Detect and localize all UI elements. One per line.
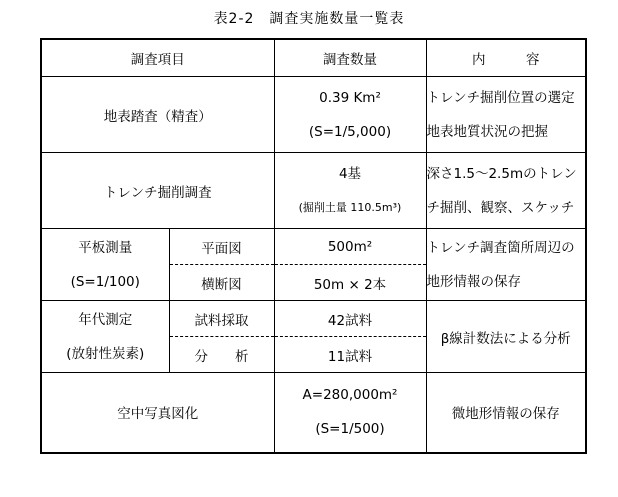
item-dating-method: (放射性炭素) bbox=[66, 345, 145, 362]
content-precise-survey bbox=[426, 77, 586, 153]
quantity-trench-count: 4基 bbox=[338, 165, 362, 182]
header-quantity: 調査数量 bbox=[274, 39, 426, 77]
content-aerial: 微地形情報の保存 bbox=[426, 373, 586, 453]
content-trench bbox=[426, 153, 586, 229]
item-plane-survey bbox=[41, 229, 169, 301]
quantity-trench-volume: (掘削土量 110.5m³) bbox=[298, 200, 402, 214]
sub-analysis: 分 析 bbox=[169, 337, 274, 373]
table-row-aerial bbox=[41, 373, 586, 453]
item-plane-survey-name: 平板測量 bbox=[78, 239, 133, 256]
table-row-trench bbox=[41, 153, 586, 229]
quantity-precise-survey-area: 0.39 Km² bbox=[319, 89, 381, 106]
quantity-aerial-area: A=280,000m² bbox=[302, 387, 398, 404]
content-trench-line2: チ掘削、観察、スケッチ bbox=[426, 199, 575, 216]
sub-sampling: 試料採取 bbox=[169, 301, 274, 337]
survey-quantity-table bbox=[40, 38, 587, 454]
item-precise-survey: 地表踏査（精査） bbox=[41, 77, 274, 153]
content-trench-line1: 深さ1.5〜2.5mのトレン bbox=[426, 165, 577, 182]
quantity-aerial bbox=[274, 373, 426, 453]
table-header-row bbox=[41, 39, 586, 77]
item-dating bbox=[41, 301, 169, 373]
table-row-dating-1 bbox=[41, 301, 586, 337]
table-row-plane-survey-1 bbox=[41, 229, 586, 265]
quantity-aerial-scale: (S=1/500) bbox=[315, 421, 385, 438]
table-caption: 表2-2 調査実施数量一覧表 bbox=[213, 11, 405, 27]
quantity-plane-map: 500m² bbox=[274, 229, 426, 265]
header-content: 内 容 bbox=[426, 39, 586, 77]
sub-cross-section: 横断図 bbox=[169, 265, 274, 301]
table-row-precise-survey bbox=[41, 77, 586, 153]
content-precise-survey-line1: トレンチ掘削位置の選定 bbox=[426, 89, 575, 106]
quantity-precise-survey-scale: (S=1/5,000) bbox=[308, 123, 392, 140]
sub-plane-map: 平面図 bbox=[169, 229, 274, 265]
quantity-trench bbox=[274, 153, 426, 229]
content-plane-survey-line2: 地形情報の保存 bbox=[426, 273, 521, 290]
item-dating-name: 年代測定 bbox=[78, 311, 133, 328]
content-dating: β線計数法による分析 bbox=[426, 301, 586, 373]
quantity-precise-survey bbox=[274, 77, 426, 153]
content-plane-survey bbox=[426, 229, 586, 301]
quantity-analysis: 11試料 bbox=[274, 337, 426, 373]
item-plane-survey-scale: (S=1/100) bbox=[70, 273, 140, 290]
quantity-sampling: 42試料 bbox=[274, 301, 426, 337]
header-item: 調査項目 bbox=[41, 39, 274, 77]
item-aerial: 空中写真図化 bbox=[41, 373, 274, 453]
content-plane-survey-line1: トレンチ調査箇所周辺の bbox=[426, 239, 575, 256]
quantity-cross-section: 50m × 2本 bbox=[274, 265, 426, 301]
content-precise-survey-line2: 地表地質状況の把握 bbox=[426, 123, 548, 140]
item-trench: トレンチ掘削調査 bbox=[41, 153, 274, 229]
